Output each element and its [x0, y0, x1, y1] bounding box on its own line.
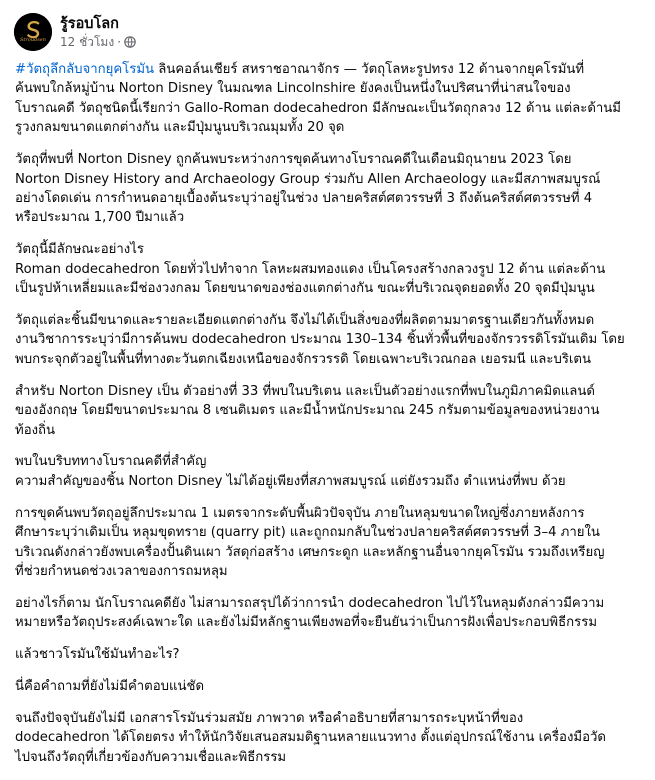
line-text: ท้องถิ่น [15, 422, 56, 438]
post-text-line [15, 523, 641, 542]
line-text: บริเวณดังกล่าวยังพบเครื่องปั้นดินเผา วัสดุก่อสร้าง เศษกระดูก และหลักฐานอื่นจากยุคโรมัน รวมถึงเหรียญ [15, 544, 605, 560]
line-text: อย่างโดดเด่น การกำหนดอายุเบื้องต้นระบุว่าอยู่ในช่วง ปลายคริสต์ศตวรรษที่ 3 ถึงต้นคริสต์ศตวรรษที่ 4 [15, 190, 593, 206]
post-paragraph [15, 594, 641, 633]
post-body [15, 60, 641, 780]
post-paragraph [15, 150, 641, 228]
line-text: Norton Disney History and Archaeology Group ร่วมกับ Allen Archaeology และมีสภาพสมบูรณ์ [15, 171, 601, 187]
line-text: ที่ช่วยกำหนดช่วงเวลาของการถมหลุม [15, 563, 228, 579]
post-paragraph [15, 504, 641, 582]
line-text: งานวิชาการระบุว่ามีการค้นพบ dodecahedron ประมาณ 130–134 ชิ้นทั่วพื้นที่ของจักรวรรดิโรมันเดิม โดย [15, 332, 625, 348]
line-text: วัตถุแต่ละชิ้นมีขนาดและรายละเอียดแตกต่างกัน จึงไม่ได้เป็นสิ่งของที่ผลิตตามมาตรฐานเดียวกันทั้งหมด [15, 312, 595, 328]
post-text-line [15, 118, 641, 137]
post-text-line [15, 709, 641, 728]
post-text-line [15, 60, 641, 79]
line-text: หรือประมาณ 1,700 ปีมาแล้ว [15, 210, 185, 226]
line-text: แล้วชาวโรมันใช้มันทำอะไร? [15, 647, 180, 663]
line-text: dodecahedron ได้โดยตรง ทำให้นักวิจัยเสนอสมมติฐานหลายแนวทาง ตั้งแต่อุปกรณ์ใช้งาน เครื่องมือวัด [15, 730, 606, 746]
post-text-line [15, 382, 641, 401]
post-timestamp[interactable]: 12 ชั่วโมง [60, 34, 115, 49]
post-paragraph [15, 382, 641, 440]
globe-icon[interactable] [124, 36, 136, 48]
line-text: วัตถุที่พบที่ Norton Disney ถูกค้นพบระหว่างการขุดค้นทางโบราณคดีในเดือนมิถุนายน 2023 โดย [15, 152, 572, 168]
line-text: ของอังกฤษ โดยมีขนาดประมาณ 8 เซนติเมตร และมีน้ำหนักประมาณ 245 กรัมตามข้อมูลของหน่วยงาน [15, 403, 600, 419]
post-paragraph [15, 60, 641, 138]
post-text-line [15, 189, 641, 208]
post-text-line [15, 401, 641, 420]
avatar-logo-icon [14, 13, 52, 51]
post-text-line [15, 79, 641, 98]
page-name-link[interactable]: รู้รอบโลก [60, 15, 119, 32]
line-text: พบกระจุกตัวอยู่ในพื้นที่ทางตะวันตกเฉียงเหนือของจักรวรรดิ โดยเฉพาะบริเวณกอล เยอรมนี และบริเตน [15, 351, 592, 367]
line-text: อย่างไรก็ตาม นักโบราณคดียัง ไม่สามารถสรุปได้ว่าการนำ dodecahedron ไปไว้ในหลุมดังกล่าวมีความ [15, 595, 605, 611]
line-text: Roman dodecahedron โดยทั่วไปทำจาก โลหะผสมทองแดง เป็นโครงสร้างกลวงรูป 12 ด้าน แต่ละด้าน [15, 261, 606, 277]
page-avatar[interactable] [14, 13, 52, 51]
line-text: เป็นรูปห้าเหลี่ยมและมีช่องวงกลม โดยขนาดของช่องแตกต่างกัน ขณะที่บริเวณจุดยอดทั้ง 20 จุดมีปุ่มนูน [15, 281, 595, 297]
post-info [60, 35, 136, 50]
line-text: ความสำคัญของชิ้น Norton Disney ไม่ได้อยู่เพียงที่สภาพสมบูรณ์ แต่ยังรวมถึง ตำแหน่งที่พบ ด้วย [15, 473, 566, 489]
post-text-line [15, 677, 641, 696]
post-text-line [15, 748, 641, 767]
line-text: จนถึงปัจจุบันยังไม่มี เอกสารโรมันร่วมสมัย ภาพวาด หรือคำอธิบายที่สามารถระบุหน้าที่ของ [15, 710, 524, 726]
post-text-line [15, 240, 641, 259]
post-text-line [15, 330, 641, 349]
hashtag-link[interactable]: #วัตถุลึกลับจากยุคโรมัน [15, 62, 155, 77]
line-text: พบในบริบททางโบราณคดีที่สำคัญ [15, 454, 207, 470]
post-paragraph [15, 677, 641, 696]
post-text-line [15, 311, 641, 330]
post-text-line [15, 728, 641, 747]
post-text-line [15, 452, 641, 471]
post-paragraph [15, 645, 641, 664]
post-paragraph [15, 452, 641, 491]
post-text-line [15, 350, 641, 369]
post-text-line [15, 150, 641, 169]
line-text: ลินคอล์นเชียร์ สหราชอาณาจักร — วัตถุโลหะรูปทรง 12 ด้านจากยุคโรมันที่ [158, 62, 585, 77]
line-text: ไปจนถึงวัตถุที่เกี่ยวข้องกับความเชื่อและพิธีกรรม [15, 749, 287, 765]
post-text-line [15, 504, 641, 523]
post-meta [60, 15, 136, 50]
avatar-caption: Stroudsen [19, 37, 46, 43]
post-text-line [15, 543, 641, 562]
post-text-line [15, 594, 641, 613]
line-text: รูวงกลมขนาดแตกต่างกัน และมีปุ่มนูนบริเวณมุมทั้ง 20 จุด [15, 120, 345, 136]
post-text-line [15, 170, 641, 189]
post-paragraph [15, 240, 641, 298]
line-text: การขุดค้นพบวัตถุอยู่ลึกประมาณ 1 เมตรจากระดับพื้นผิวปัจจุบัน ภายในหลุมขนาดใหญ่ซึ่งภายหลังการ [15, 505, 585, 521]
line-text: ศึกษาระบุว่าเดิมเป็น หลุมขุดทราย (quarry pit) และถูกถมกลับในช่วงปลายคริสต์ศตวรรษที่ 3–4 ภายใน [15, 525, 600, 541]
post-text-line [15, 260, 641, 279]
post-text-line [15, 208, 641, 227]
line-text: สำหรับ Norton Disney เป็น ตัวอย่างที่ 33 ที่พบในบริเตน และเป็นตัวอย่างแรกที่พบในภูมิภาคมิดแลนด์ [15, 383, 595, 399]
post-text-line [15, 99, 641, 118]
line-text: ค้นพบใกล้หมู่บ้าน Norton Disney ในมณฑล Lincolnshire ยังคงเป็นหนึ่งในปริศนาที่น่าสนใจของ [15, 81, 571, 97]
line-text: หมายหรือวัตถุประสงค์เฉพาะใด และยังไม่มีหลักฐานเพียงพอที่จะยืนยันว่าเป็นการฝังเพื่อประกอบพิธีกรรม [15, 615, 598, 631]
post-paragraph [15, 709, 641, 767]
separator-dot: · [117, 34, 122, 49]
post-header [14, 13, 136, 51]
post-text-line [15, 279, 641, 298]
post-text-line [15, 613, 641, 632]
post-text-line [15, 562, 641, 581]
post-text-line [15, 645, 641, 664]
post-text-line [15, 472, 641, 491]
line-text: วัตถุนี้มีลักษณะอย่างไร [15, 242, 144, 258]
line-text: นี่คือคำถามที่ยังไม่มีคำตอบแน่ชัด [15, 679, 205, 695]
post-paragraph [15, 311, 641, 369]
line-text: โบราณคดี วัตถุชนิดนี้เรียกว่า Gallo-Roman dodecahedron มีลักษณะเป็นวัตถุกลวง 12 ด้าน แต่ละด้านมี [15, 100, 621, 116]
post-text-line [15, 421, 641, 440]
